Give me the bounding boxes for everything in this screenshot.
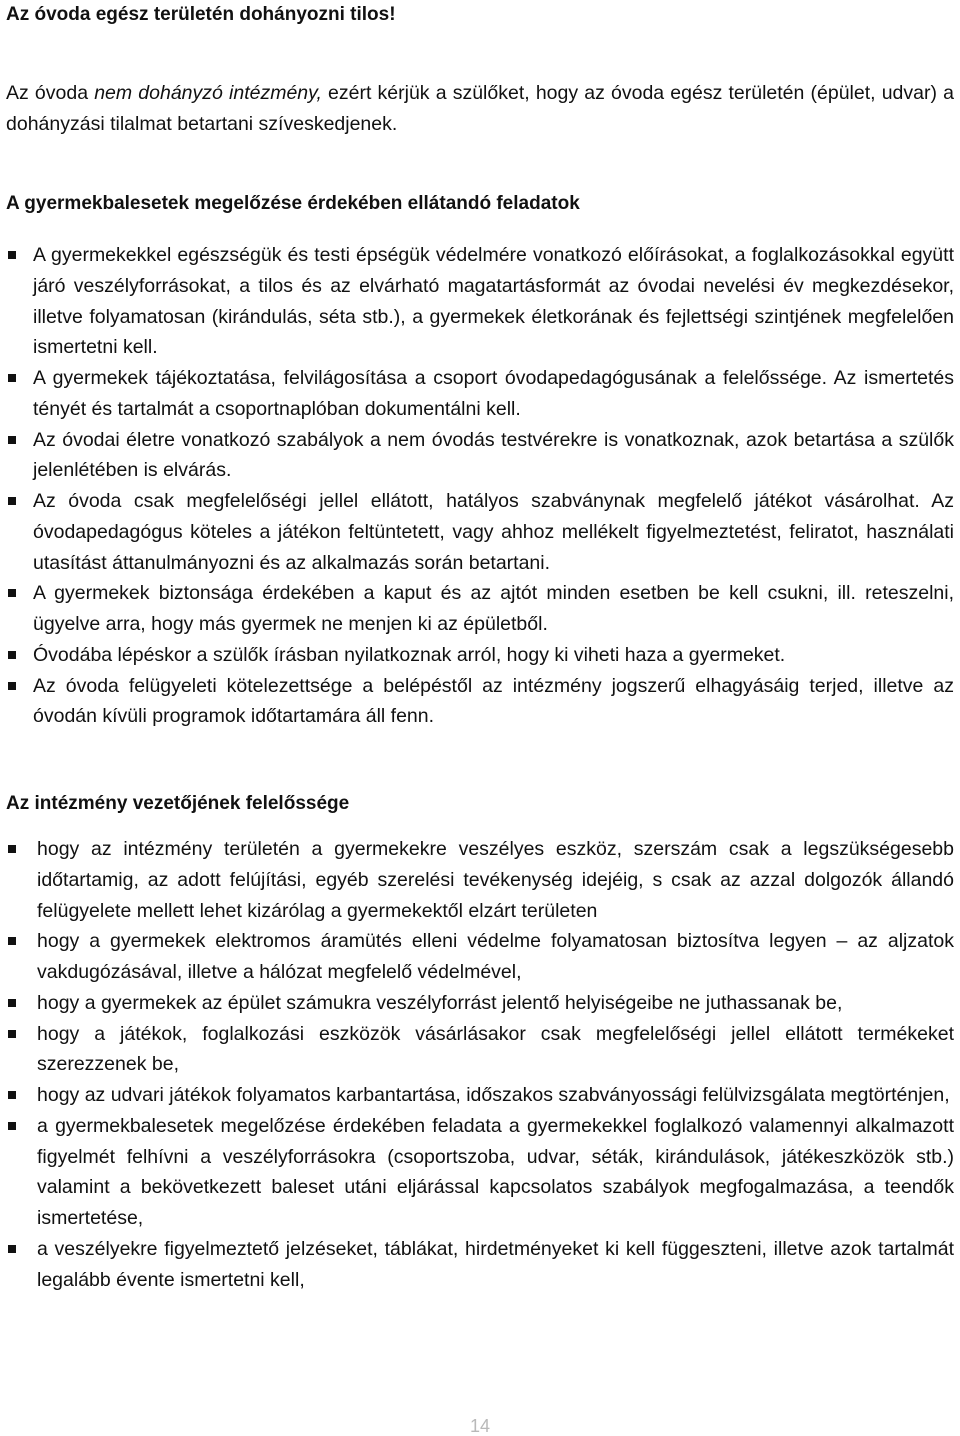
intro-text-2: ezért kérjük a szülőket, hogy az óvoda egész területén (épület, udvar) a dohányzási tilalmat betartani szíveskedjenek. <box>6 82 954 135</box>
list-item <box>6 926 954 988</box>
list-item-text: hogy a gyermekek elektromos áramütés elleni védelme folyamatosan biztosítva legyen – az aljzatok vakdugózásával, illetve a hálózat megfelelő védelmével, <box>37 930 954 983</box>
accident-prevention-list <box>6 240 954 732</box>
list-item <box>6 1234 954 1296</box>
square-bullet-icon <box>8 374 16 382</box>
list-item <box>6 1111 954 1234</box>
list-item <box>6 834 954 926</box>
section-heading-director-responsibility: Az intézmény vezetőjének felelőssége <box>6 793 350 814</box>
list-item <box>6 486 954 578</box>
list-item-text: Óvodába lépéskor a szülők írásban nyilatkoznak arról, hogy ki viheti haza a gyermeket. <box>33 643 786 666</box>
square-bullet-icon <box>8 651 16 659</box>
list-item <box>6 425 954 487</box>
list-item <box>6 240 954 363</box>
list-item-text: A gyermekek biztonsága érdekében a kaput és az ajtót minden esetben be kell csukni, ill. reteszelni, ügyelve arra, hogy más gyermek ne menjen ki az épületből. <box>33 582 954 635</box>
page-title: Az óvoda egész területén dohányozni tilos! <box>6 4 396 25</box>
square-bullet-icon <box>8 999 16 1007</box>
intro-text-1: Az óvoda <box>6 82 95 104</box>
list-item-text: hogy az udvari játékok folyamatos karbantartása, időszakos szabványossági felülvizsgálata megtörténjen, <box>37 1084 950 1106</box>
list-item-text: Az óvodai életre vonatkozó szabályok a nem óvodás testvérekre is vonatkoznak, azok betartása a szülők jelenlétében is elvárás. <box>33 428 954 482</box>
list-item-text: Az óvoda csak megfelelőségi jellel ellátott, hatályos szabványnak megfelelő játékot vásárolhat. Az óvodapedagógus köteles a játékon feltüntetett, vagy ahhoz mellékelt figyelmeztetést, feliratot, használati utasítást áttanulmányozni és az alkalmazás során betartani. <box>33 490 954 574</box>
square-bullet-icon <box>8 589 16 597</box>
square-bullet-icon <box>8 436 16 444</box>
list-item <box>6 988 954 1019</box>
list-item-text: Az óvoda felügyeleti kötelezettsége a belépéstől az intézmény jogszerű elhagyásáig terjed, illetve az óvodán kívüli programok időtartamára áll fenn. <box>33 674 954 728</box>
list-item-text: hogy az intézmény területén a gyermekekre veszélyes eszköz, szerszám csak a legszükségesebb időtartamig, az adott felújítási, egyéb szerelési tevékenység idejéig, s csak az azzal dolgozók állandó felügyelete mellett lehet kizárólag a gyermekektől elzárt területen <box>37 838 954 922</box>
square-bullet-icon <box>8 497 16 505</box>
page-number: 14 <box>469 1416 491 1436</box>
square-bullet-icon <box>8 1245 16 1253</box>
square-bullet-icon <box>8 1091 16 1099</box>
section-heading-accident-prevention: A gyermekbalesetek megelőzése érdekében ellátandó feladatok <box>6 193 580 214</box>
list-item <box>6 640 954 671</box>
list-item <box>6 578 954 640</box>
square-bullet-icon <box>8 845 16 853</box>
list-item <box>6 671 954 733</box>
square-bullet-icon <box>8 251 16 259</box>
list-item-text: a veszélyekre figyelmeztető jelzéseket, táblákat, hirdetményeket ki kell függeszteni, illetve azok tartalmát legalább évente ismertetni kell, <box>37 1237 954 1291</box>
list-item-text: hogy a gyermekek az épület számukra veszélyforrást jelentő helyiségeibe ne juthassanak be, <box>37 991 843 1014</box>
list-item-text: hogy a játékok, foglalkozási eszközök vásárlásakor csak megfelelőségi jellel ellátott termékeket szerezzenek be, <box>37 1022 954 1076</box>
list-item-text: a gyermekbalesetek megelőzése érdekében feladata a gyermekekkel foglalkozó valamennyi alkalmazott figyelmét felhívni a veszélyforrásokra (csoportszoba, udvar, séták, kirándulások, játékeszközök stb.) valamint a bekövetkezett baleset utáni eljárással kapcsolatos szabályok megfogalmazása, a teendők ismertetése, <box>37 1114 954 1229</box>
intro-emphasis: nem dohányzó intézmény, <box>94 82 322 104</box>
square-bullet-icon <box>8 682 16 690</box>
square-bullet-icon <box>8 1122 16 1130</box>
list-item <box>6 363 954 425</box>
square-bullet-icon <box>8 1030 16 1038</box>
list-item-text: A gyermekek tájékoztatása, felvilágosítása a csoport óvodapedagógusának a felelőssége. Az ismertetés tényét és tartalmát a csoportnaplóban dokumentálni kell. <box>33 367 954 420</box>
list-item-text: A gyermekekkel egészségük és testi épségük védelmére vonatkozó előírásokat, a foglalkozásokkal együtt járó veszélyforrásokat, a tilos és az elvárható magatartásformát az óvodai nevelési év megkezdésekor, illetve folyamatosan (kirándulás, séta stb.), a gyermekek életkorának és fejlettségi szintjének megfelelően ismertetni kell. <box>33 244 954 359</box>
square-bullet-icon <box>8 937 16 945</box>
list-item <box>6 1080 954 1111</box>
intro-paragraph <box>6 78 954 140</box>
list-item <box>6 1019 954 1081</box>
director-responsibility-list <box>6 834 954 1295</box>
